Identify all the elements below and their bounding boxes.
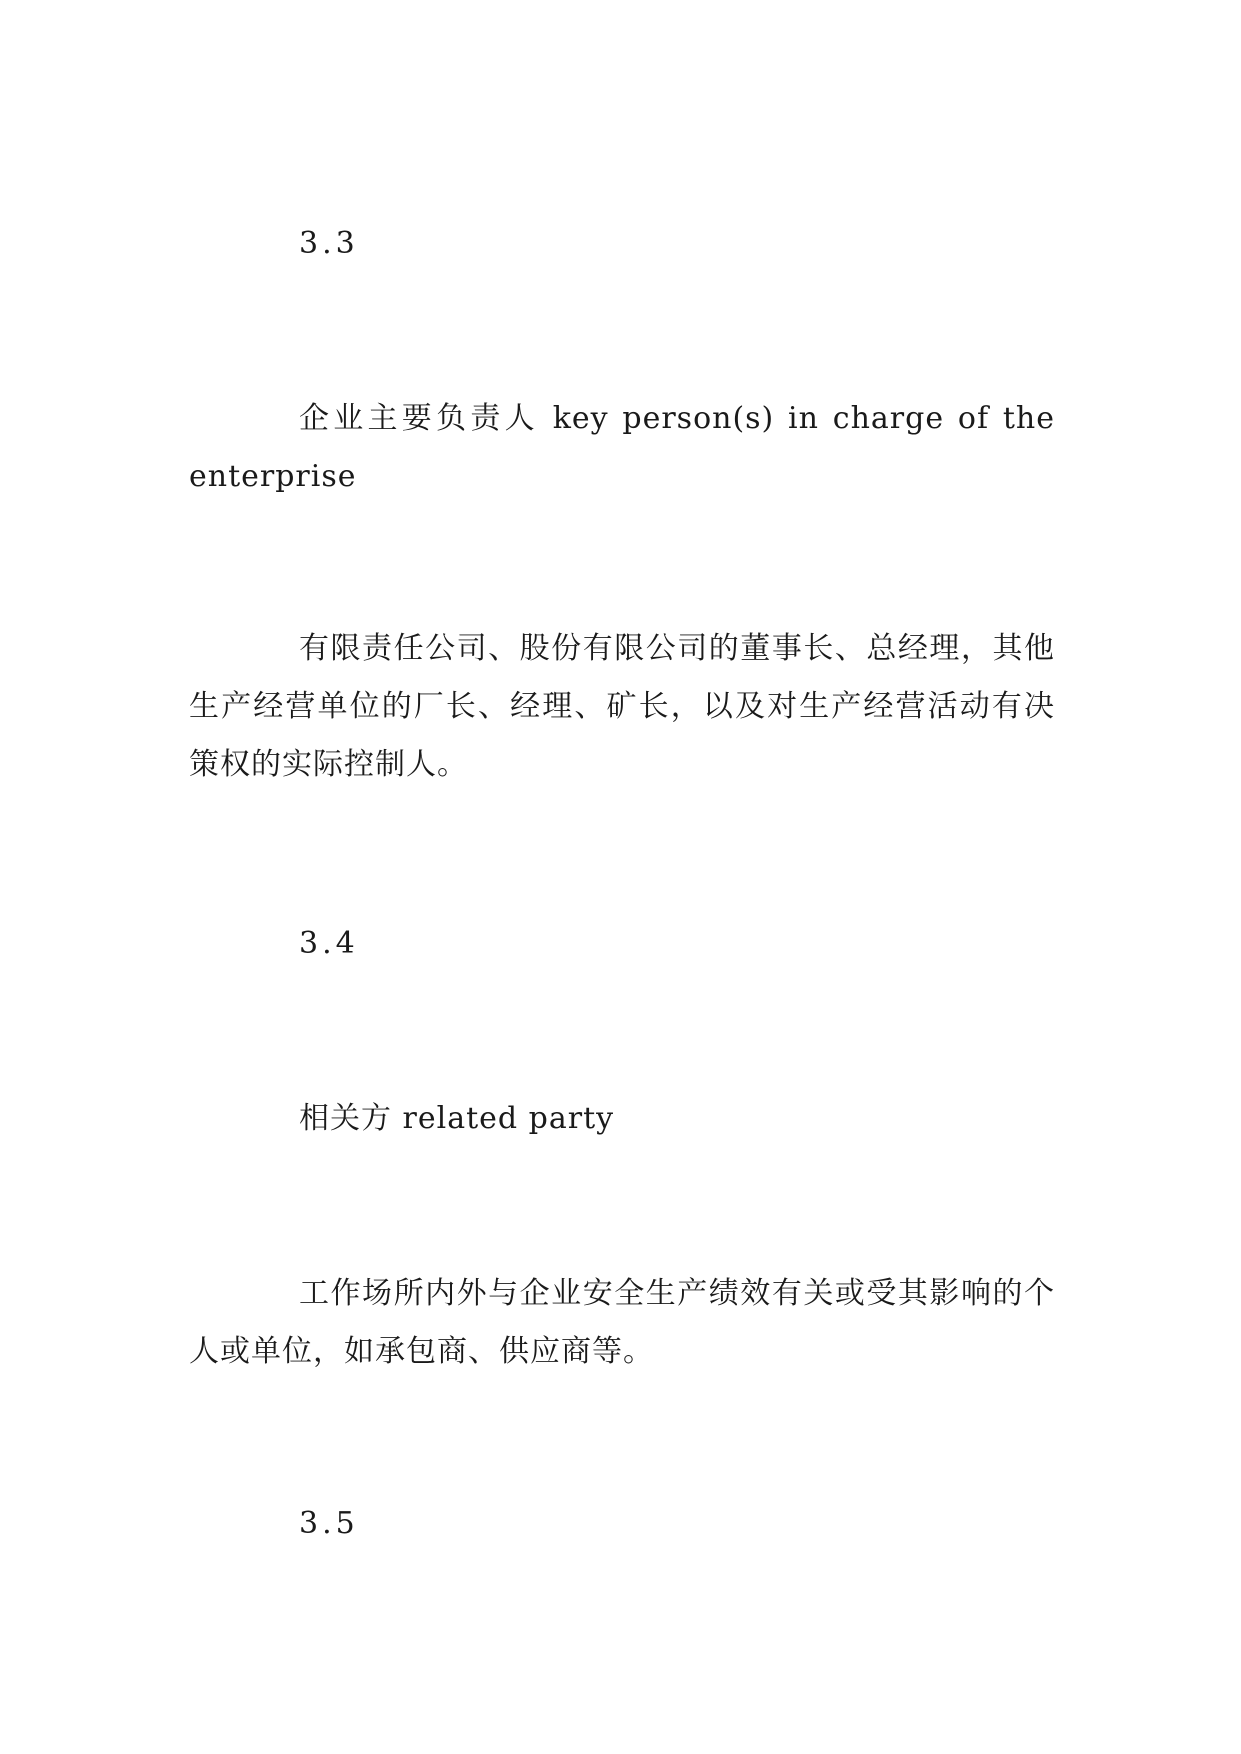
- term-related-party: 相关方 related party: [299, 1101, 615, 1136]
- definition-key-person: 有限责任公司、股份有限公司的董事长、总经理，其他生产经营单位的厂长、经理、矿长，以及对生产经营活动有决策权的实际控制人。: [189, 631, 1055, 782]
- definition-related-party: 工作场所内外与企业安全生产绩效有关或受其影响的个人或单位，如承包商、供应商等。: [189, 1276, 1055, 1369]
- term-key-person: 企业主要负责人 key person(s) in charge of the enterprise: [189, 401, 1055, 494]
- section-number-3-4: 3.4: [299, 926, 359, 961]
- section-number-3-5: 3.5: [299, 1506, 359, 1541]
- section-number-3-3: 3.3: [299, 226, 359, 261]
